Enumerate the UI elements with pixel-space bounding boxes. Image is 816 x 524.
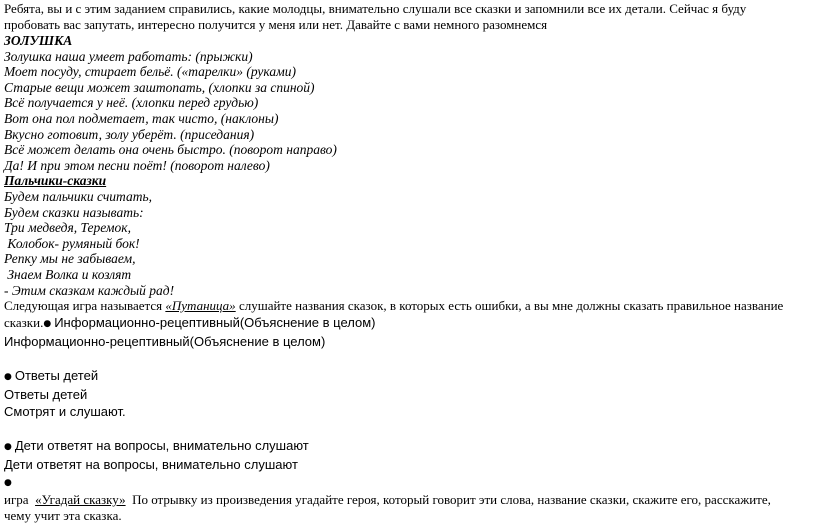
poem-line: Знаем Волка и козлят [4,266,132,282]
bullet-icon: ● [4,372,12,383]
game-description: По отрывку из произведения угадайте героя, который говорит эти слова, название сказки, скажите его, расскажите, чему учит эта сказка. [4,492,775,524]
method-text: Информационно-рецептивный(Объяснение в целом) [54,315,376,331]
bullet-text: Ответы детей [14,368,99,384]
bullet-icon: ● [4,478,12,489]
poem-line: Три медведя, Теремок, [4,220,131,236]
bullet-text: Дети ответят на вопросы, внимательно слушают [14,438,309,454]
poem-finger-tales [4,173,804,298]
intro-paragraph: Ребята, вы и с этим заданием справились, какие молодцы, внимательно слушали все сказки и запомнили все их детали. Сейчас я буду пробовать вас запутать, интересно получится у меня или нет. Давайте с вами немного разомнемся [4,1,747,32]
game-intro-text: игра [4,492,36,508]
answer-text: Ответы детей [4,387,88,403]
poem-line: - Этим сказкам каждый рад! [4,282,175,298]
poem-cinderella [4,33,804,173]
answer-text: Дети ответят на вопросы, внимательно слушают [4,457,298,473]
poem-line: Всё может делать она очень быстро. (поворот направо) [4,142,337,158]
bullet-icon: ● [4,442,12,453]
game-guess-paragraph [4,492,794,524]
game-puzzle-paragraph [4,298,794,333]
bullet-icon: ● [43,319,52,330]
poem-line: Золушка наша умеет работать: (прыжки) [4,48,253,64]
activity-text: Смотрят и слушают. [4,404,126,420]
poem-line: Моет посуду, стирает бельё. («тарелки» (руками) [4,64,297,80]
poem-title: ЗОЛУШКА [4,33,73,48]
bullet-item [4,473,804,492]
game-name-link: «Путаница» [165,298,236,314]
poem-line: Всё получается у неё. (хлопки перед грудью) [4,95,259,111]
poem-line: Вот она пол подметает, так чисто, (наклоны) [4,110,279,126]
method-text: Информационно-рецептивный(Объяснение в целом) [4,334,326,350]
poem-line: Будем сказки называть: [4,204,144,220]
poem-line: Старые вещи может заштопать, (хлопки за спиной) [4,79,315,95]
poem-line: Вкусно готовит, золу уберёт. (приседания) [4,126,255,142]
game-description: слушайте названия сказок, в которых есть ошибки, а вы мне должны сказать правильное название сказки. [4,298,784,331]
bullet-item [4,437,804,456]
poem-line: Колобок- румяный бок! [4,235,140,251]
poem-line: Репку мы не забываем, [4,251,136,267]
poem-title: Пальчики-сказки [4,173,107,189]
document-page [4,0,804,524]
game-name-link: «Угадай сказку» [35,492,126,508]
poem-line: Будем пальчики считать, [4,188,152,204]
bullet-item [4,367,804,386]
poem-line: Да! И при этом песни поёт! (поворот налево) [4,157,270,173]
game-intro-text: Следующая игра называется [4,298,166,314]
